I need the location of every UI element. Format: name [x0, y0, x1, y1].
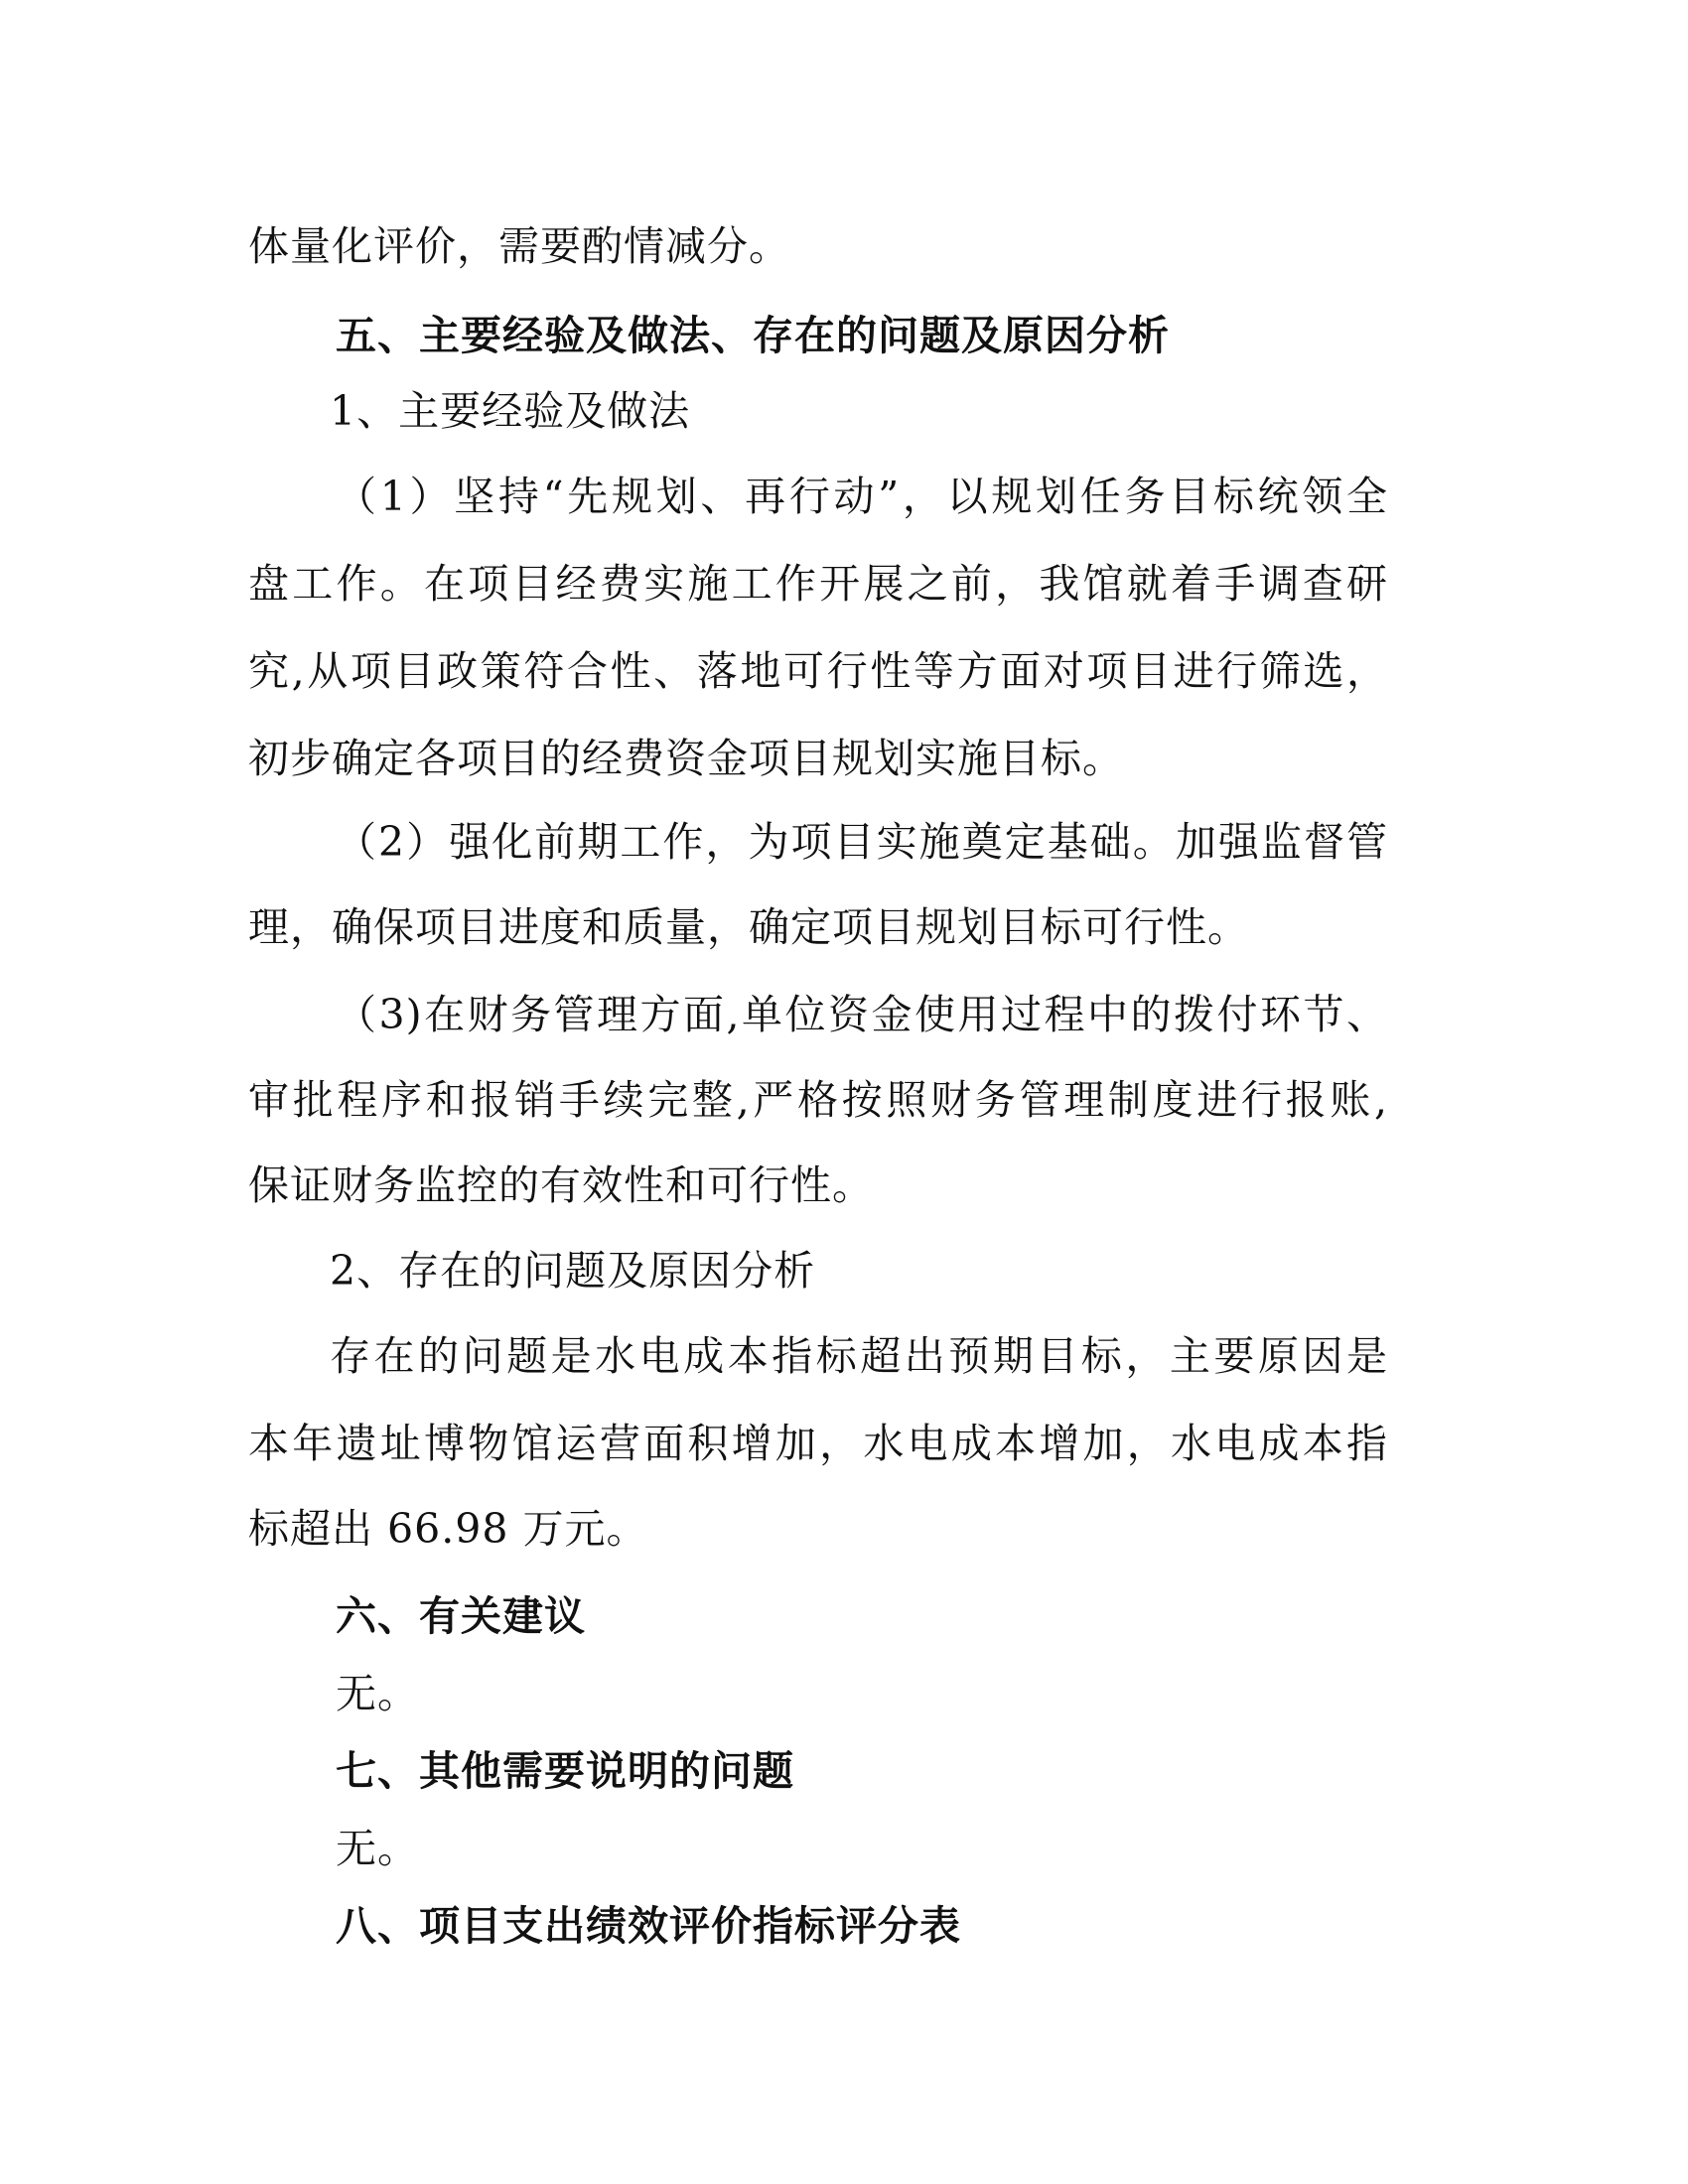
paragraph-line: 究,从项目政策符合性、落地可行性等方面对项目进行筛选，: [248, 647, 1388, 695]
paragraph-line: 盘工作。在项目经费实施工作开展之前，我馆就着手调查研: [248, 560, 1388, 608]
paragraph-line: 存在的问题是水电成本指标超出预期目标，主要原因是: [330, 1332, 1388, 1380]
paragraph-line: 本年遗址博物馆运营面积增加，水电成本增加，水电成本指: [248, 1420, 1388, 1467]
section-heading-8: 八、项目支出绩效评价指标评分表: [336, 1902, 961, 1950]
subsection-heading-2: 2、存在的问题及原因分析: [330, 1247, 816, 1295]
paragraph-line: 无。: [336, 1670, 419, 1717]
paragraph-line: （3)在财务管理方面,单位资金使用过程中的拨付环节、: [336, 991, 1388, 1038]
section-heading-6: 六、有关建议: [336, 1592, 586, 1640]
paragraph-line: （1）坚持“先规划、再行动”，以规划任务目标统领全: [336, 473, 1388, 520]
section-heading-5: 五、主要经验及做法、存在的问题及原因分析: [336, 312, 1170, 359]
paragraph-line: 理，确保项目进度和质量，确定项目规划目标可行性。: [248, 903, 1249, 951]
paragraph-line: 保证财务监控的有效性和可行性。: [248, 1161, 874, 1209]
paragraph-line: 审批程序和报销手续完整,严格按照财务管理制度进行报账,: [248, 1076, 1388, 1124]
section-heading-7: 七、其他需要说明的问题: [336, 1747, 794, 1795]
paragraph-line: （2）强化前期工作，为项目实施奠定基础。加强监督管: [336, 818, 1388, 866]
subsection-heading-1: 1、主要经验及做法: [330, 387, 691, 435]
paragraph-line: 标超出 66.98 万元。: [248, 1505, 648, 1553]
paragraph-line: 无。: [336, 1825, 419, 1872]
paragraph-line: 体量化评价，需要酌情减分。: [248, 222, 790, 270]
paragraph-line: 初步确定各项目的经费资金项目规划实施目标。: [248, 735, 1124, 782]
